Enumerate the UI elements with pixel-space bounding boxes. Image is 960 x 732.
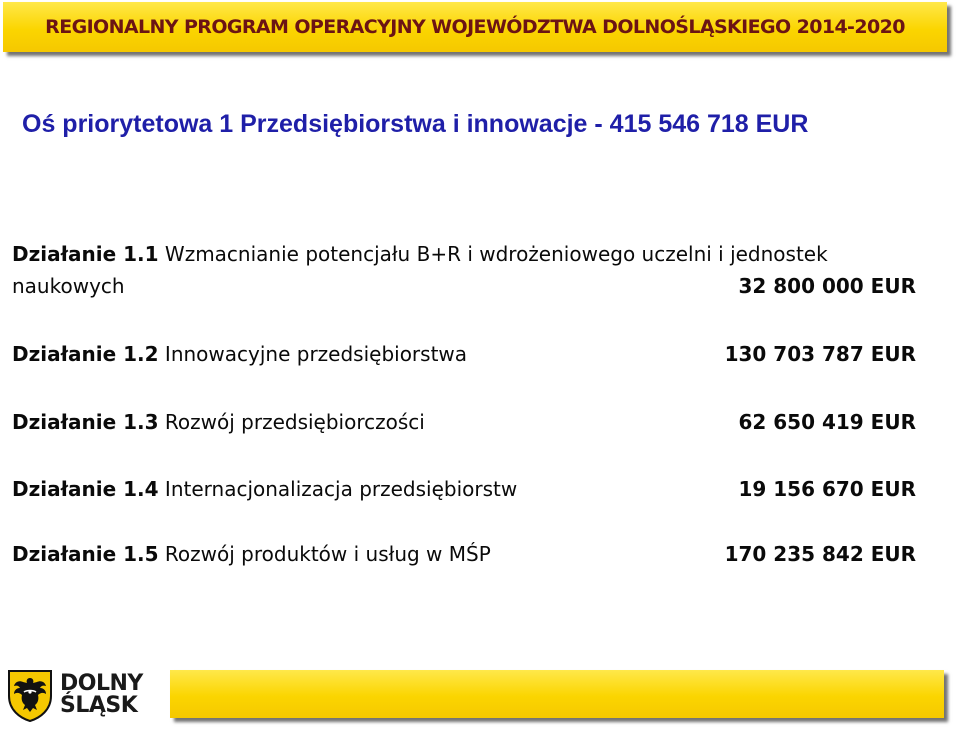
- header-banner: [3, 2, 947, 52]
- footer-bar: [170, 670, 944, 718]
- measure-label: Działanie 1.3: [12, 410, 159, 434]
- measure-amount: 130 703 787 EUR: [724, 342, 916, 366]
- measure-row: [12, 477, 916, 501]
- measure-label: Działanie 1.4: [12, 477, 159, 501]
- measure-item: [12, 542, 916, 566]
- eagle-crest-icon: [6, 668, 54, 722]
- measure-description: Rozwój produktów i usług w MŚP: [164, 542, 491, 566]
- measure-description: Internacjonalizacja przedsiębiorstw: [164, 477, 518, 501]
- measure-amount: 19 156 670 EUR: [738, 477, 916, 501]
- measure-row: [12, 542, 916, 566]
- measure-label: Działanie 1.5: [12, 542, 159, 566]
- logo-line-1: DOLNY: [60, 671, 143, 696]
- measure-item: [12, 242, 916, 298]
- measure-description: Innowacyjne przedsiębiorstwa: [164, 342, 468, 366]
- logo-line-2: ŚLĄSK: [60, 693, 138, 718]
- measure-row: [12, 410, 916, 434]
- measure-description-continued: naukowych: [12, 274, 125, 298]
- measure-row: [12, 274, 916, 298]
- measure-amount: 62 650 419 EUR: [738, 410, 916, 434]
- measure-amount: 32 800 000 EUR: [738, 274, 916, 298]
- measure-label: Działanie 1.1: [12, 242, 159, 266]
- measure-label: Działanie 1.2: [12, 342, 159, 366]
- measure-description: Wzmacnianie potencjału B+R i wdrożeniowego uczelni i jednostek: [164, 242, 828, 266]
- program-title: REGIONALNY PROGRAM OPERACYJNY WOJEWÓDZTWA DOLNOŚLĄSKIEGO 2014-2020: [45, 16, 905, 38]
- measure-description: Rozwój przedsiębiorczości: [164, 410, 425, 434]
- dolny-slask-logo: [6, 666, 166, 724]
- measure-amount: 170 235 842 EUR: [724, 542, 916, 566]
- measure-row: [12, 342, 916, 366]
- measure-item: [12, 477, 916, 501]
- measure-item: [12, 342, 916, 366]
- measure-item: [12, 410, 916, 434]
- measure-description-line: [12, 242, 916, 274]
- page-title: Oś priorytetowa 1 Przedsiębiorstwa i innowacje - 415 546 718 EUR: [22, 110, 809, 138]
